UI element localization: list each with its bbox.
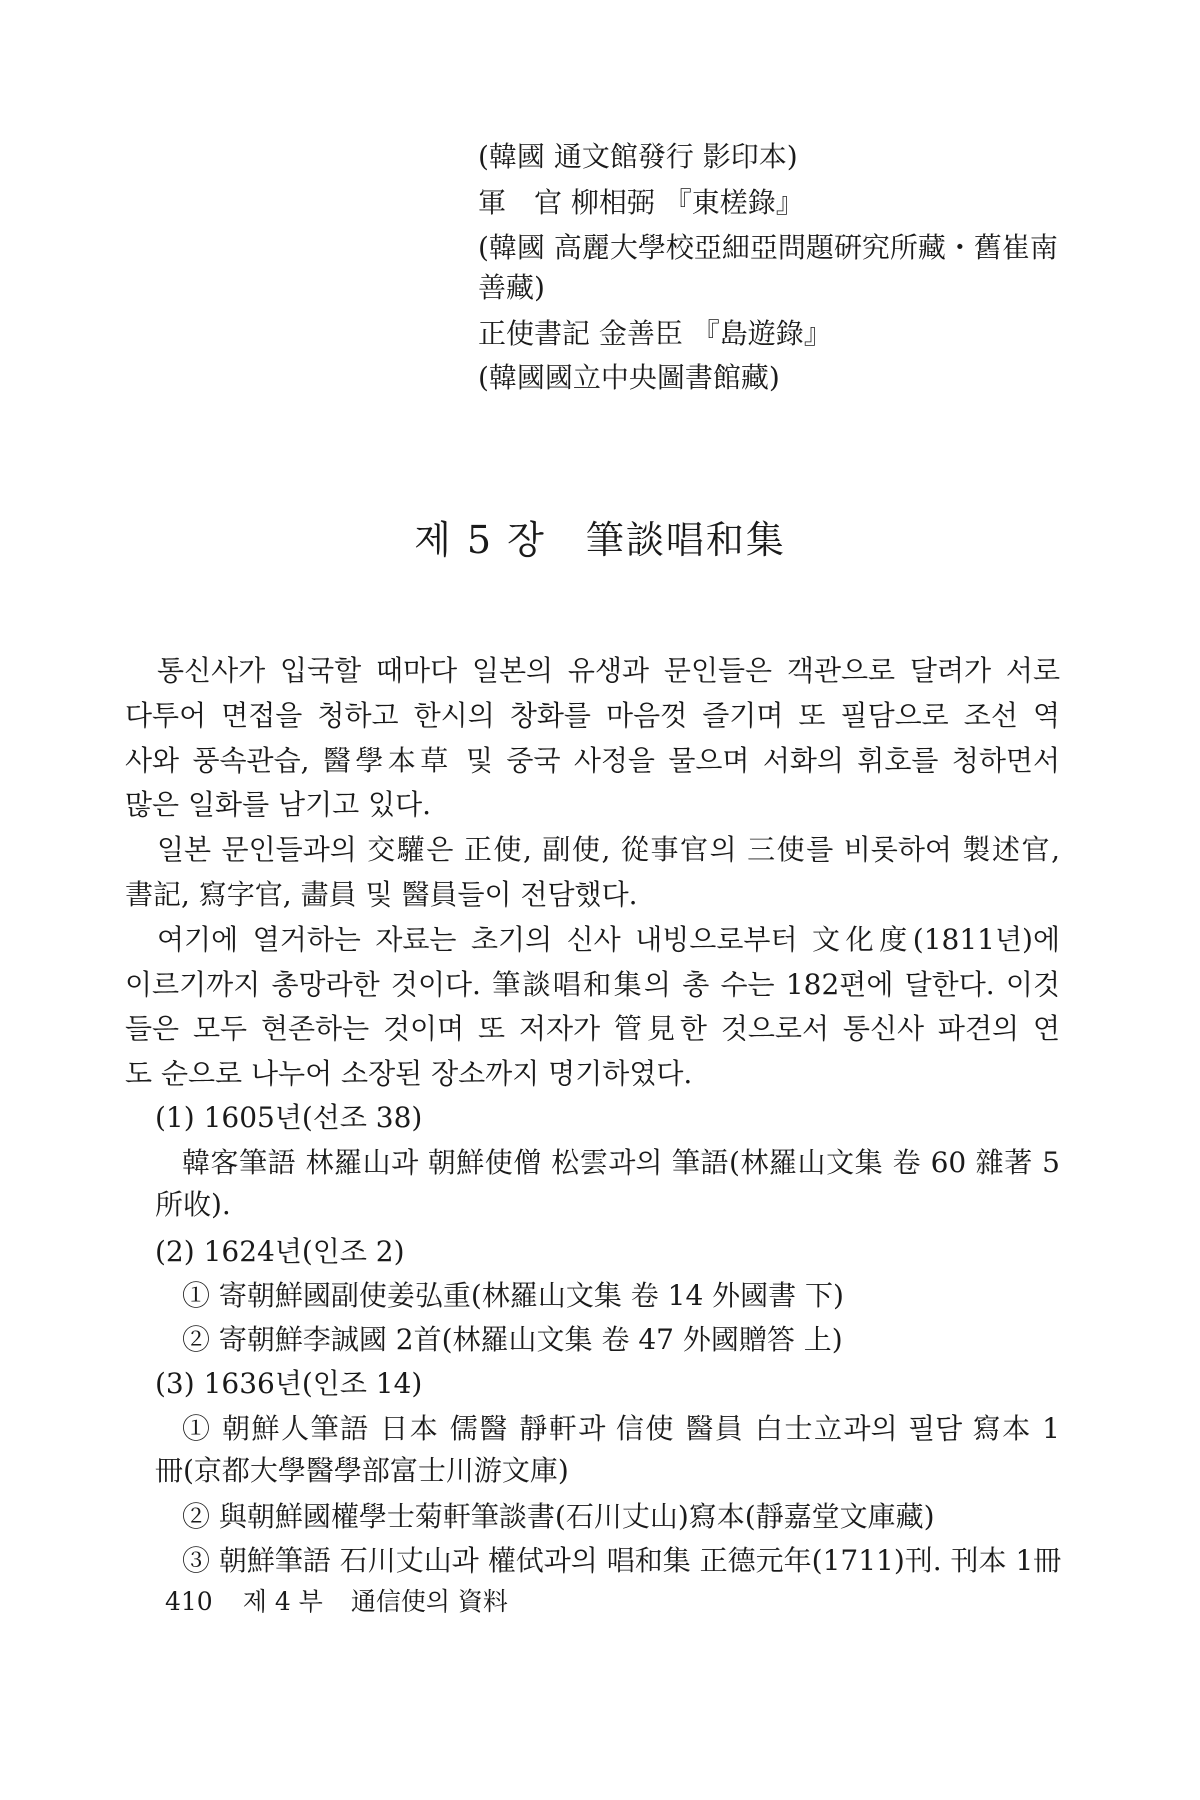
paragraph-line: 이르기까지 총망라한 것이다. 筆談唱和集의 총 수는 182편에 달한다. 이것 [125,968,1060,1001]
paragraph-line: 도 순으로 나누어 소장된 장소까지 명기하였다. [125,1057,693,1090]
entry-item: ③ 朝鮮筆語 石川丈山과 權侙과의 唱和集 正德元年(1711)刊. 刊本 1冊 [182,1544,1062,1577]
entry-item: 冊(京都大學醫學部富士川游文庫) [155,1454,569,1487]
bibliography-line: (韓國 通文館發行 影印本) [478,140,798,173]
paragraph-line: 통신사가 입국할 때마다 일본의 유생과 문인들은 객관으로 달려가 서로 [157,654,1060,687]
paragraph-line: 일본 문인들과의 交驩은 正使, 副使, 從事官의 三使를 비롯하여 製述官, [157,833,1060,866]
bibliography-line: (韓國 高麗大學校亞細亞問題硏究所藏・舊崔南 [478,231,1058,264]
paragraph-line: 다투어 면접을 청하고 한시의 창화를 마음껏 즐기며 또 필담으로 조선 역 [125,699,1060,732]
footer-section: 通信使의 資料 [350,1587,508,1616]
paragraph-line: 들은 모두 현존하는 것이며 또 저자가 管見한 것으로서 통신사 파견의 연 [125,1012,1060,1045]
chapter-title: 筆談唱和集 [585,518,786,562]
chapter-number: 제 5 장 [414,518,546,562]
page-footer [165,1585,508,1619]
paragraph-line: 書記, 寫字官, 畵員 및 醫員들이 전담했다. [125,878,638,911]
paragraph-line: 사와 풍속관습, 醫學本草 및 중국 사정을 물으며 서화의 휘호를 청하면서 [125,744,1060,777]
bibliography-line: 正使書記 金善臣 『島遊錄』 [478,317,832,350]
paragraph-line: 여기에 열거하는 자료는 초기의 신사 내빙으로부터 文化度(1811년)에 [157,923,1060,956]
footer-part: 제 4 부 [242,1587,323,1616]
entry-heading: (3) 1636년(인조 14) [155,1367,423,1400]
bibliography-line: 軍 官 柳相弼 『東槎錄』 [478,186,804,219]
entry-heading: (2) 1624년(인조 2) [155,1235,405,1268]
entry-item: ① 朝鮮人筆語 日本 儒醫 靜軒과 信使 醫員 白士立과의 필담 寫本 1 [182,1412,1060,1445]
entry-item: 韓客筆語 林羅山과 朝鮮使僧 松雲과의 筆語(林羅山文集 卷 60 雜著 5 [182,1146,1060,1179]
entry-item: 所收). [155,1188,231,1221]
page-number: 410 [165,1587,213,1616]
entry-heading: (1) 1605년(선조 38) [155,1101,423,1134]
chapter-heading [0,515,1200,565]
entry-item: ② 寄朝鮮李誠國 2首(林羅山文集 卷 47 外國贈答 上) [182,1323,843,1356]
bibliography-line: (韓國國立中央圖書館藏) [478,361,780,394]
entry-item: ① 寄朝鮮國副使姜弘重(林羅山文集 卷 14 外國書 下) [182,1279,844,1312]
bibliography-line: 善藏) [478,271,545,304]
paragraph-line: 많은 일화를 남기고 있다. [125,788,432,821]
entry-item: ② 與朝鮮國權學士菊軒筆談書(石川丈山)寫本(靜嘉堂文庫藏) [182,1500,935,1533]
